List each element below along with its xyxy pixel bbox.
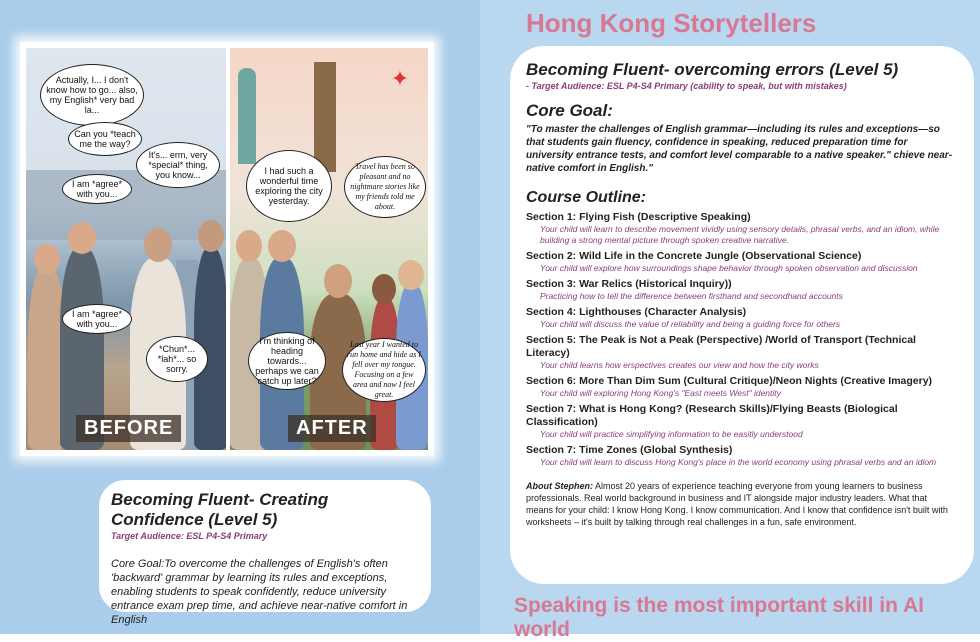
section-title: Section 1: Flying Fish (Descriptive Speaking) (526, 211, 751, 223)
level5-confidence-card (99, 480, 431, 626)
section-title: Section 2: Wild Life in the Concrete Jungle (Observational Science) (526, 250, 862, 262)
speech-bubble: It's... erm, very *special* thing, you know... (136, 142, 220, 188)
course-section (526, 278, 956, 302)
clock-tower-shape (314, 62, 336, 172)
speech-bubble: I am *agree* with you... (62, 174, 132, 204)
section-description: Your child will exploring Hong Kong's "East meets West" identity (540, 388, 781, 398)
section-title: Section 7: What is Hong Kong? (Research Skills)/Flying Beasts (Biological Classification) (526, 403, 898, 428)
speech-bubble: Last year I wanted to run home and hide as I fell over my tongue. Focusing on a few area and now I feel great. (342, 338, 426, 402)
section-title: Section 5: The Peak is Not a Peak (Perspective) /World of Transport (Technical Literacy) (526, 334, 916, 359)
course-section (526, 403, 956, 440)
course-section (526, 444, 956, 468)
section-title: Section 4: Lighthouses (Character Analysis) (526, 306, 747, 318)
core-goal-text: Core Goal:To overcome the challenges of English's often 'backward' grammar by learning its rules and exceptions, enabling students to speak confidently, reduce university entrance exam prep time, and achieve near-native comfort in English (111, 558, 408, 626)
person-head (144, 228, 172, 262)
section-description: Your child will practice simplifying information to be easitly understood (540, 429, 803, 439)
person-head (372, 274, 396, 304)
before-panel (26, 48, 226, 450)
person-head (398, 260, 424, 290)
course-section (526, 250, 956, 274)
course-section (526, 334, 956, 371)
core-goal-text: "To master the challenges of English grammar—including its rules and exceptions—so that students gain fluency, confidence in speaking, reduced preparation time for university entrance tests, and comfort level comparable to a native speaker." chieve near-native comfort in English." (526, 124, 953, 174)
after-label: AFTER (288, 415, 376, 442)
card-title: Becoming Fluent- Creating Confidence (Level 5) (111, 490, 329, 529)
about-label: About Stephen: (526, 481, 593, 491)
person-head (268, 230, 296, 262)
section-title: Section 3: War Relics (Historical Inquiry)) (526, 278, 732, 290)
before-label: BEFORE (76, 415, 181, 442)
speech-bubble: I'm thinking of heading towards... perhaps we can catch up later? (248, 332, 326, 390)
card-title: Becoming Fluent- overcoming errors (Level 5) (526, 60, 899, 79)
person-head (34, 244, 60, 274)
person-head (68, 222, 96, 254)
section-title: Section 6: More Than Dim Sum (Cultural Critique)/Neon Nights (Creative Imagery) (526, 375, 933, 387)
about-text: Almost 20 years of experience teaching everyone from young learners to business professionals. Real world background in business and IT alongside major industry leaders. What that means for your child: I know Hong Kong. I know communication. And I know that confidence isn't built with worksheets – it's built by talking through real challenges in a fun, safe environment. (526, 481, 948, 527)
comic-illustration (20, 42, 434, 456)
course-section (526, 306, 956, 330)
person-head (324, 264, 352, 298)
speech-bubble: Travel has been so pleasant and no nightmare stories like my friends told me about. (344, 156, 426, 218)
section-description: Practicing how to tell the difference between firsthand and secondhand accounts (540, 291, 843, 301)
speech-bubble: Actually, I... I don't know how to go... also, my English* very bad la... (40, 64, 144, 126)
speech-bubble: I had such a wonderful time exploring the city yesterday. (246, 150, 332, 222)
core-goal-heading: Core Goal: (526, 101, 613, 120)
person-head (198, 220, 224, 252)
course-outline-heading: Course Outline: (526, 189, 647, 206)
maple-leaf-icon: ✦ (390, 66, 410, 91)
about-stephen (526, 480, 956, 528)
section-description: Your child will learn to describe movement vividly using sensory details, phrasal verbs, and an idiom, while building a strong mental picture through spoken creative narrative. (540, 224, 940, 245)
target-audience: Target Audience: ESL P4-S4 Primary (111, 531, 268, 541)
section-description: Your child will discuss the value of reliability and being a guiding force for others (540, 319, 841, 329)
tagline: Speaking is the most important skill in AI world (514, 594, 924, 641)
section-description: Your child learns how erspectives creates our view and how the city works (540, 360, 819, 370)
brand-title: Hong Kong Storytellers (526, 8, 817, 38)
speech-bubble: I am *agree* with you... (62, 304, 132, 334)
statue-shape (238, 68, 256, 164)
person-head (236, 230, 262, 262)
section-title: Section 7: Time Zones (Global Synthesis) (526, 444, 733, 456)
speech-bubble: *Chun*... *lah*... so sorry. (146, 336, 208, 382)
after-panel (230, 48, 428, 450)
speech-bubble: Can you *teach me the way? (68, 122, 142, 156)
course-section (526, 375, 956, 399)
section-description: Your child will learn to discuss Hong Kong's place in the world economy using phrasal verbs and an idiom (540, 457, 937, 467)
target-audience: - Target Audience: ESL P4-S4 Primary (cability to speak, but with mistakes) (526, 81, 847, 91)
level5-errors-card (510, 46, 974, 584)
course-section (526, 211, 956, 246)
section-description: Your child will explore how surroundings shape behavior through spoken observation and discussion (540, 263, 918, 273)
